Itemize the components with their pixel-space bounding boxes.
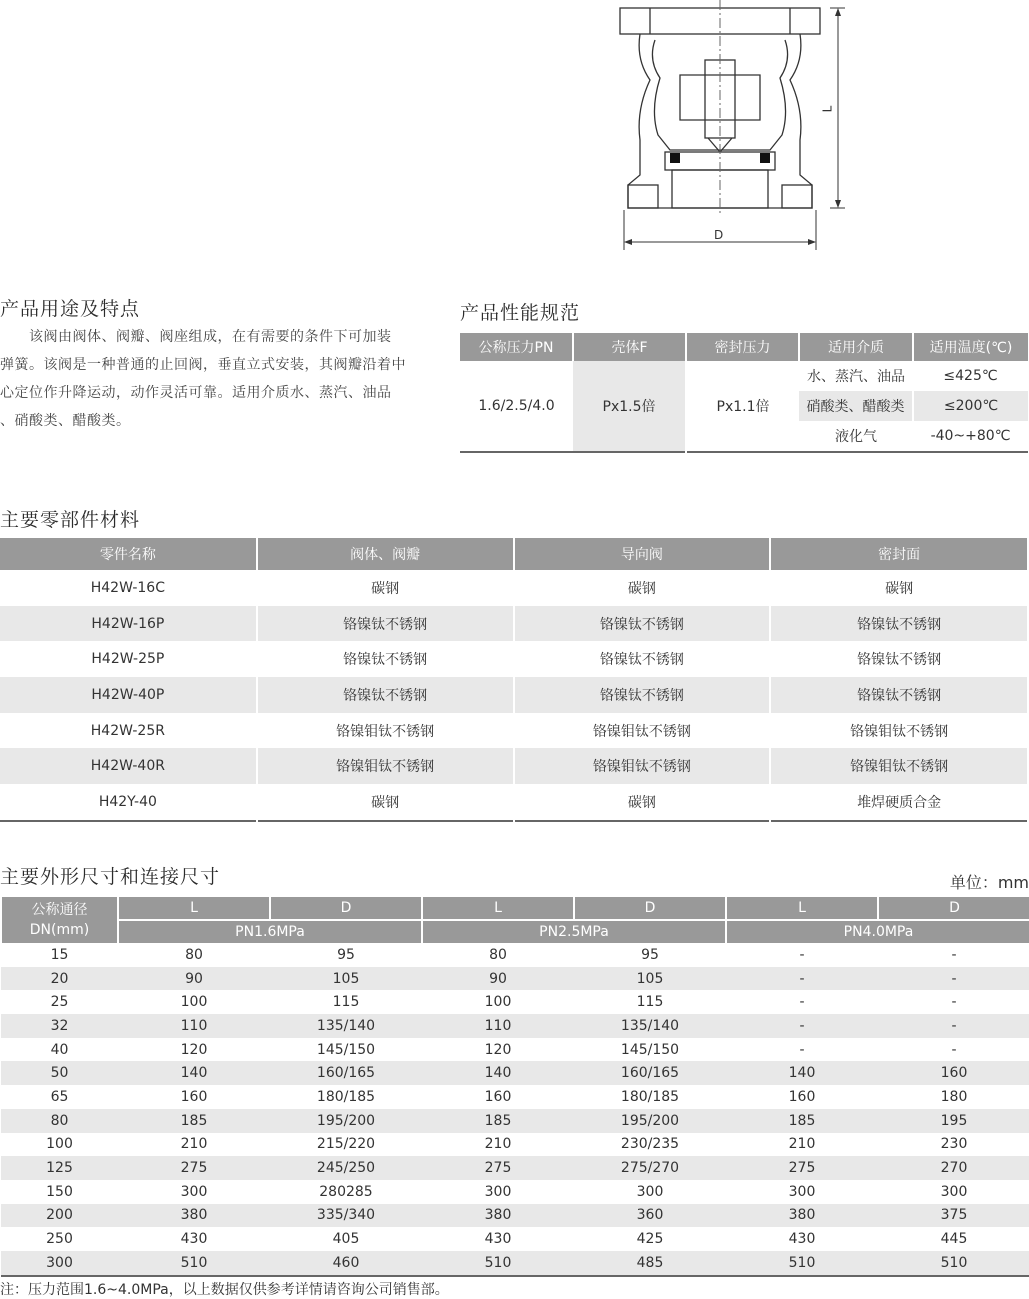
medium-cell: 液化气 xyxy=(835,429,877,445)
cell: 215/220 xyxy=(316,1136,376,1153)
table-row xyxy=(1,1014,1029,1038)
table-row xyxy=(1,1227,1029,1251)
cell: 210 xyxy=(788,1136,816,1153)
dimensions-body xyxy=(1,943,1029,1276)
cell: 140 xyxy=(726,1061,878,1085)
cell: 200 xyxy=(1,1204,118,1228)
cell: 445 xyxy=(940,1231,968,1248)
table-row xyxy=(0,570,1027,606)
cell: 铬镍钛不锈钢 xyxy=(770,606,1027,642)
table-row xyxy=(1,1038,1029,1062)
cell: 405 xyxy=(332,1231,360,1248)
cell: 245/250 xyxy=(270,1156,422,1180)
dn-header xyxy=(1,897,118,943)
cell: 120 xyxy=(180,1041,208,1058)
features-line: 心定位作升降运动，动作灵活可靠。适用介质水、蒸汽、油品 xyxy=(0,385,392,401)
cell: 460 xyxy=(270,1251,422,1276)
table-row xyxy=(0,784,1027,821)
cell: 380 xyxy=(118,1204,270,1228)
cell: 180/185 xyxy=(620,1088,680,1105)
cell: 铬镍钛不锈钢 xyxy=(770,641,1027,677)
performance-table xyxy=(460,333,1028,453)
cell: 275 xyxy=(726,1156,878,1180)
table-row xyxy=(0,677,1027,713)
cell: 430 xyxy=(484,1231,512,1248)
cell: 25 xyxy=(50,994,69,1011)
performance-row xyxy=(460,361,1028,391)
cell: 185 xyxy=(726,1109,878,1133)
cell: - xyxy=(951,994,957,1011)
valve-section-diagram xyxy=(610,0,850,255)
features-line: 、硝酸类、醋酸类。 xyxy=(0,413,131,429)
cell: 230/235 xyxy=(620,1136,680,1153)
cell: 230 xyxy=(940,1136,968,1153)
cell: 铬镍钼钛不锈钢 xyxy=(257,748,514,784)
cell: 160 xyxy=(878,1061,1029,1085)
cell: 210 xyxy=(180,1136,208,1153)
cell: 160 xyxy=(180,1088,208,1105)
cell: 铬镍钛不锈钢 xyxy=(257,641,514,677)
table-row xyxy=(1,1133,1029,1157)
cell: 100 xyxy=(180,994,208,1011)
cell: 铬镍钛不锈钢 xyxy=(514,641,771,677)
cell: 115 xyxy=(636,994,664,1011)
cell: 195 xyxy=(878,1109,1029,1133)
cell: 80 xyxy=(1,1109,118,1133)
header-cell: 壳体F xyxy=(573,333,686,361)
cell: 160 xyxy=(484,1088,512,1105)
cell: 125 xyxy=(1,1156,118,1180)
cell: - xyxy=(951,1041,957,1058)
cell: 380 xyxy=(726,1204,878,1228)
performance-section xyxy=(460,298,1028,453)
cell: 210 xyxy=(484,1136,512,1153)
cell: 140 xyxy=(422,1061,574,1085)
cell: 铬镍钼钛不锈钢 xyxy=(770,748,1027,784)
header-cell: 适用介质 xyxy=(799,333,913,361)
materials-section xyxy=(0,505,1029,822)
header-cell: 公称压力PN xyxy=(460,333,573,361)
cell: 375 xyxy=(878,1204,1029,1228)
cell: 275 xyxy=(118,1156,270,1180)
cell: 510 xyxy=(422,1251,574,1276)
cell: 铬镍钛不锈钢 xyxy=(257,606,514,642)
header-cell: 零件名称 xyxy=(0,538,257,570)
cell: 485 xyxy=(574,1251,726,1276)
cell: 430 xyxy=(788,1231,816,1248)
cell: 碳钢 xyxy=(514,784,771,821)
features-line: 该阀由阀体、阀瓣、阀座组成，在有需要的条件下可加装 xyxy=(0,329,392,345)
cell: 300 xyxy=(180,1183,208,1200)
valve-drawing xyxy=(610,0,850,255)
cell: 300 xyxy=(1,1251,118,1276)
cell: 110 xyxy=(422,1014,574,1038)
cell: H42W-16C xyxy=(90,579,165,596)
footnote: 注：压力范围1.6~4.0MPa，以上数据仅供参考详情请咨询公司销售部。 xyxy=(0,1281,449,1298)
cell: 135/140 xyxy=(574,1014,726,1038)
medium-cell: 硝酸类、醋酸类 xyxy=(799,391,913,421)
cell: - xyxy=(951,946,957,963)
cell: 碳钢 xyxy=(770,570,1027,606)
cell: 50 xyxy=(1,1061,118,1085)
cell: 碳钢 xyxy=(257,570,514,606)
cell: 铬镍钼钛不锈钢 xyxy=(514,713,771,749)
cell: 铬镍钛不锈钢 xyxy=(257,677,514,713)
performance-header-row xyxy=(460,333,1028,361)
header-cell: D xyxy=(574,897,726,920)
cell: - xyxy=(799,1041,805,1058)
table-row xyxy=(1,1180,1029,1204)
cell: 160/165 xyxy=(574,1061,726,1085)
materials-title: 主要零部件材料 xyxy=(0,509,141,531)
cell: H42Y-40 xyxy=(98,793,157,810)
table-row xyxy=(1,1156,1029,1180)
cell: 300 xyxy=(636,1183,664,1200)
materials-header-row xyxy=(0,538,1027,570)
table-row xyxy=(0,713,1027,749)
dn-header-line: 公称通径 xyxy=(31,902,88,918)
cell: 510 xyxy=(878,1251,1029,1276)
cell: 360 xyxy=(574,1204,726,1228)
cell: 160 xyxy=(788,1088,816,1105)
table-row xyxy=(1,1085,1029,1109)
cell: - xyxy=(799,946,805,963)
temp-cell: ≤200℃ xyxy=(913,391,1028,421)
cell: H42W-25P xyxy=(91,651,165,668)
cell: 425 xyxy=(636,1231,664,1248)
table-row xyxy=(1,1204,1029,1228)
dimensions-header-row xyxy=(1,897,1029,920)
dn-header-line: DN(mm) xyxy=(29,922,90,938)
cell: H42W-16P xyxy=(0,606,257,642)
header-cell: 导向阀 xyxy=(514,538,771,570)
cell: - xyxy=(726,967,878,991)
cell: 80 xyxy=(489,946,507,963)
unit-label: 单位：mm xyxy=(949,873,1029,892)
cell: 180 xyxy=(940,1088,968,1105)
cell: 碳钢 xyxy=(514,570,771,606)
cell: 510 xyxy=(118,1251,270,1276)
cell: 100 xyxy=(46,1136,73,1153)
cell: 280285 xyxy=(319,1183,373,1200)
cell: 32 xyxy=(1,1014,118,1038)
shell-cell: Px1.5倍 xyxy=(573,361,686,452)
cell: 95 xyxy=(337,946,355,963)
cell: 110 xyxy=(118,1014,270,1038)
dimensions-section xyxy=(0,862,1029,1299)
cell: 铬镍钛不锈钢 xyxy=(514,677,771,713)
dimension-label-D: D xyxy=(714,228,724,242)
cell: 270 xyxy=(878,1156,1029,1180)
features-line: 弹簧。该阀是一种普通的止回阀，垂直立式安装，其阀瓣沿着中 xyxy=(0,357,406,373)
cell: 95 xyxy=(641,946,659,963)
cell: 430 xyxy=(180,1231,208,1248)
cell: - xyxy=(799,994,805,1011)
cell: 90 xyxy=(422,967,574,991)
table-row xyxy=(1,1251,1029,1276)
cell: 335/340 xyxy=(270,1204,422,1228)
pressure-header: PN4.0MPa xyxy=(726,920,1029,943)
cell: 300 xyxy=(940,1183,968,1200)
pressure-header: PN2.5MPa xyxy=(422,920,726,943)
features-section xyxy=(0,294,445,435)
cell: 145/150 xyxy=(620,1041,680,1058)
cell: 铬镍钛不锈钢 xyxy=(514,606,771,642)
cell: 80 xyxy=(185,946,203,963)
table-row xyxy=(1,1109,1029,1133)
pressure-header-row xyxy=(1,920,1029,943)
pn-cell: 1.6/2.5/4.0 xyxy=(478,398,555,414)
cell: - xyxy=(878,967,1029,991)
dimensions-title: 主要外形尺寸和连接尺寸 xyxy=(0,866,221,888)
cell: 90 xyxy=(118,967,270,991)
header-cell: L xyxy=(422,897,574,920)
cell: 铬镍钛不锈钢 xyxy=(770,677,1027,713)
cell: 40 xyxy=(50,1041,69,1058)
cell: 145/150 xyxy=(316,1041,376,1058)
medium-cell: 水、蒸汽、油品 xyxy=(807,369,905,385)
header-cell: 密封面 xyxy=(770,538,1027,570)
cell: 120 xyxy=(484,1041,512,1058)
cell: 铬镍钼钛不锈钢 xyxy=(514,748,771,784)
dimensions-table xyxy=(0,897,1029,1277)
cell: 105 xyxy=(270,967,422,991)
table-row xyxy=(0,748,1027,784)
header-cell: 阀体、阀瓣 xyxy=(257,538,514,570)
cell: - xyxy=(726,1014,878,1038)
temp-cell: ≤425℃ xyxy=(943,368,998,384)
pressure-header: PN1.6MPa xyxy=(118,920,422,943)
cell: 150 xyxy=(46,1183,73,1200)
cell: 195/200 xyxy=(574,1109,726,1133)
cell: 180/185 xyxy=(316,1088,376,1105)
cell: 碳钢 xyxy=(257,784,514,821)
cell: 140 xyxy=(118,1061,270,1085)
cell: 510 xyxy=(726,1251,878,1276)
performance-title: 产品性能规范 xyxy=(460,302,581,324)
cell: 20 xyxy=(1,967,118,991)
table-row xyxy=(1,990,1029,1014)
cell: - xyxy=(878,1014,1029,1038)
cell: 380 xyxy=(422,1204,574,1228)
header-cell: D xyxy=(270,897,422,920)
cell: 105 xyxy=(574,967,726,991)
cell: 300 xyxy=(788,1183,816,1200)
cell: H42W-40P xyxy=(0,677,257,713)
header-cell: 适用温度(℃) xyxy=(913,333,1028,361)
cell: 195/200 xyxy=(270,1109,422,1133)
features-description xyxy=(0,323,445,435)
materials-table xyxy=(0,538,1027,822)
cell: 铬镍钼钛不锈钢 xyxy=(257,713,514,749)
header-cell: L xyxy=(726,897,878,920)
table-row xyxy=(1,967,1029,991)
cell: 115 xyxy=(332,994,360,1011)
header-cell: 密封压力 xyxy=(686,333,799,361)
cell: 185 xyxy=(118,1109,270,1133)
table-row xyxy=(1,1061,1029,1085)
temp-cell: -40~+80℃ xyxy=(930,428,1011,444)
table-row xyxy=(1,943,1029,967)
cell: 铬镍钼钛不锈钢 xyxy=(770,713,1027,749)
cell: 15 xyxy=(50,946,69,963)
cell: 100 xyxy=(484,994,512,1011)
cell: 堆焊硬质合金 xyxy=(770,784,1027,821)
table-row xyxy=(0,606,1027,642)
cell: 275 xyxy=(422,1156,574,1180)
dimension-label-L: L xyxy=(820,105,835,113)
cell: H42W-25R xyxy=(90,722,165,739)
table-row xyxy=(0,641,1027,677)
cell: 160/165 xyxy=(270,1061,422,1085)
seal-cell: Px1.1倍 xyxy=(686,361,799,452)
cell: 65 xyxy=(50,1088,69,1105)
cell: 250 xyxy=(46,1231,73,1248)
cell: 275/270 xyxy=(574,1156,726,1180)
cell: 135/140 xyxy=(270,1014,422,1038)
features-title: 产品用途及特点 xyxy=(0,298,141,320)
header-cell: D xyxy=(878,897,1029,920)
cell: H42W-40R xyxy=(0,748,257,784)
cell: 300 xyxy=(484,1183,512,1200)
cell: 185 xyxy=(422,1109,574,1133)
header-cell: L xyxy=(118,897,270,920)
